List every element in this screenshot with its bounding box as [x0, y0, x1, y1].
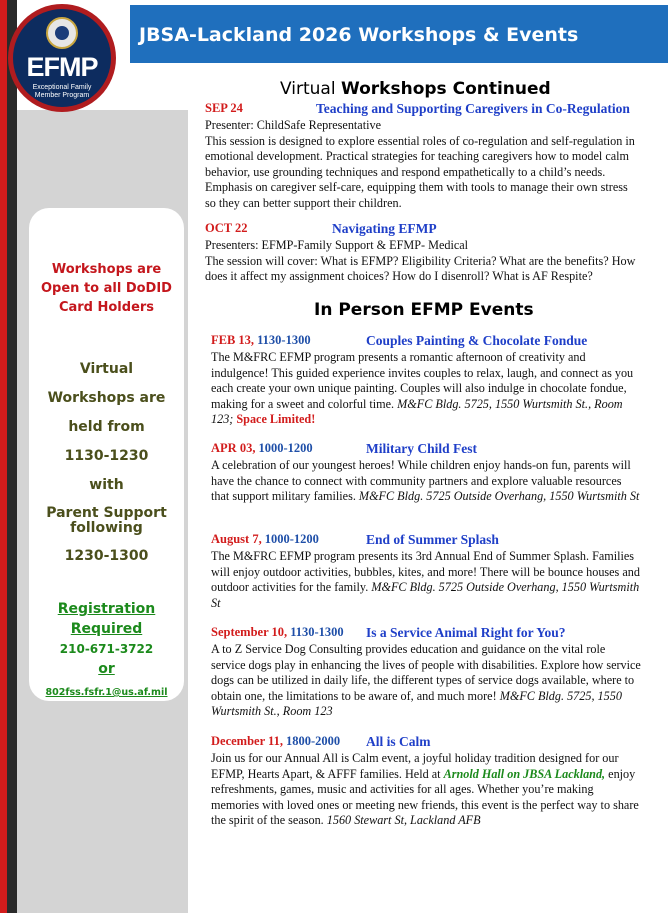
or-label: or: [98, 661, 115, 677]
eligibility-line: Workshops are: [51, 262, 162, 277]
registration-label: Registration: [57, 601, 156, 617]
event-date: December 11,: [211, 734, 283, 748]
event-description: The session will cover: What is EFMP? Eligibility Criteria? What are the benefits? How does it affect my assignment choices? How do I disenroll? What is AF Respite?: [205, 253, 636, 283]
event-description: A celebration of our youngest heroes! While children enjoy hands-on fun, parents will have the chance to connect with community partners and explore valuable resources that support military families.: [211, 458, 631, 503]
event-description: Join us for our Annual All is Calm event, a joyful holiday tradition designed for our EFMP, Hearts Apart, & AFFF families. Held at: [211, 751, 619, 781]
event-sep24: [205, 101, 641, 211]
page-title: JBSA-Lackland 2026 Workshops & Events: [139, 24, 579, 46]
event-date: OCT 22: [205, 221, 248, 235]
event-description: The M&FRC EFMP program presents a romantic afternoon of creativity and indulgence! This guided experience invites couples to relax, laugh, and connect as you each create your own unique painting. Couples will also indulge in chocolate fondue, making for a sweet and colorful time.: [211, 350, 634, 411]
sidebar-info-panel: [29, 208, 184, 701]
parent-support-label: Parent Support following: [46, 505, 167, 536]
event-date: APR 03,: [211, 441, 256, 455]
efmp-logo: [8, 4, 116, 112]
event-description: The M&FRC EFMP program presents its 3rd Annual End of Summer Splash. Families will enjoy outdoor activities, bubbles, kites, and more! There will be bounce houses and outdoor activities for the family.: [211, 549, 640, 594]
event-oct22: [205, 221, 641, 285]
event-date: September 10,: [211, 625, 288, 639]
virtual-section-title: Virtual Workshops Continued: [280, 79, 551, 99]
event-title: Is a Service Animal Right for You?: [366, 625, 566, 640]
event-presenter: Presenter: ChildSafe Representative: [205, 118, 381, 132]
event-time: 1000-1200: [264, 532, 319, 546]
event-title: All is Calm: [366, 734, 431, 749]
sidebar-dark-stripe: [7, 0, 17, 913]
event-title: End of Summer Splash: [366, 532, 499, 547]
event-presenter: Presenters: EFMP-Family Support & EFMP- Medical: [205, 238, 469, 252]
event-time: 1000-1200: [258, 441, 313, 455]
event-feb13: [211, 333, 641, 428]
event-dec11: [211, 734, 641, 829]
virtual-time: 1130-1230: [64, 448, 149, 464]
event-time: 1130-1300: [290, 625, 344, 639]
logo-title: EFMP: [26, 52, 98, 82]
eligibility-line: Card Holders: [58, 300, 155, 315]
event-location: 1560 Stewart St, Lackland AFB: [326, 813, 481, 827]
event-date: SEP 24: [205, 101, 243, 115]
event-description: A to Z Service Dog Consulting provides education and guidance on the vital role service dogs play in enhancing the lives of people with disabilities. Explore how service dogs can be utilized in daily life, the different types of service dogs available, where to obtain one, the limitations to be aware of, and much more!: [211, 642, 641, 703]
event-location: M&FC Bldg. 5725, 1550 Wurtsmith St., Room 123;: [211, 396, 623, 426]
event-title: Navigating EFMP: [332, 221, 437, 236]
event-apr03: [211, 441, 641, 505]
event-sep10: [211, 625, 641, 720]
air-force-seal-icon: [46, 17, 78, 49]
registration-label: Required: [70, 621, 143, 637]
sidebar: [0, 0, 190, 913]
event-location: M&FC Bldg. 5725 Outside Overhang, 1550 Wurtsmith St: [211, 580, 640, 610]
header-banner: [130, 5, 668, 63]
efmp-logo-badge: [13, 9, 111, 107]
sidebar-red-stripe: [0, 0, 7, 913]
event-date: August 7,: [211, 532, 262, 546]
logo-subtitle: Exceptional Family Member Program: [32, 84, 92, 99]
virtual-info-line: Workshops are: [47, 390, 166, 406]
virtual-info-line: with: [89, 477, 124, 493]
event-location: M&FC Bldg. 5725, 1550 Wurtsmith St., Room 123: [211, 688, 622, 718]
event-description: This session is designed to explore essential roles of co-regulation and self-regulation in emotional development. Practical strategies for teaching caregivers how to model calm behavior, use grounding techniques and respond empathetically to a child’s needs. Emphasis on caregiver self-care, equipping them with tools to manage their own stress so they can better support their children.: [205, 133, 635, 210]
registration-phone[interactable]: 210-671-3722: [59, 642, 154, 656]
inperson-section-title: In Person EFMP Events: [314, 300, 534, 320]
parent-support-time: 1230-1300: [64, 548, 149, 564]
event-time: 1130-1300: [257, 333, 311, 347]
event-location: M&FC Bldg. 5725 Outside Overhang, 1550 Wurtsmith St: [358, 489, 640, 503]
eligibility-line: Open to all DoDID: [41, 281, 172, 296]
event-title: Couples Painting & Chocolate Fondue: [366, 333, 588, 348]
event-time: 1800-2000: [286, 734, 341, 748]
event-aug7: [211, 532, 641, 611]
header: [120, 0, 669, 68]
registration-email-link[interactable]: 802fss.fsfr.1@us.af.mil: [45, 687, 168, 698]
virtual-info-line: Virtual: [79, 361, 134, 377]
event-venue: Arnold Hall on JBSA Lackland,: [443, 766, 606, 781]
event-description: enjoy refreshments, games, music and activities for all ages. Whether you’re making memories with loved ones or meeting new friends, this event is the perfect way to share the spirit of the season.: [211, 766, 639, 827]
event-date: FEB 13,: [211, 333, 255, 347]
event-note: Space Limited!: [236, 412, 316, 426]
event-title: Teaching and Supporting Caregivers in Co-Regulation: [316, 101, 630, 116]
virtual-info-line: held from: [68, 419, 145, 435]
event-title: Military Child Fest: [366, 441, 477, 456]
